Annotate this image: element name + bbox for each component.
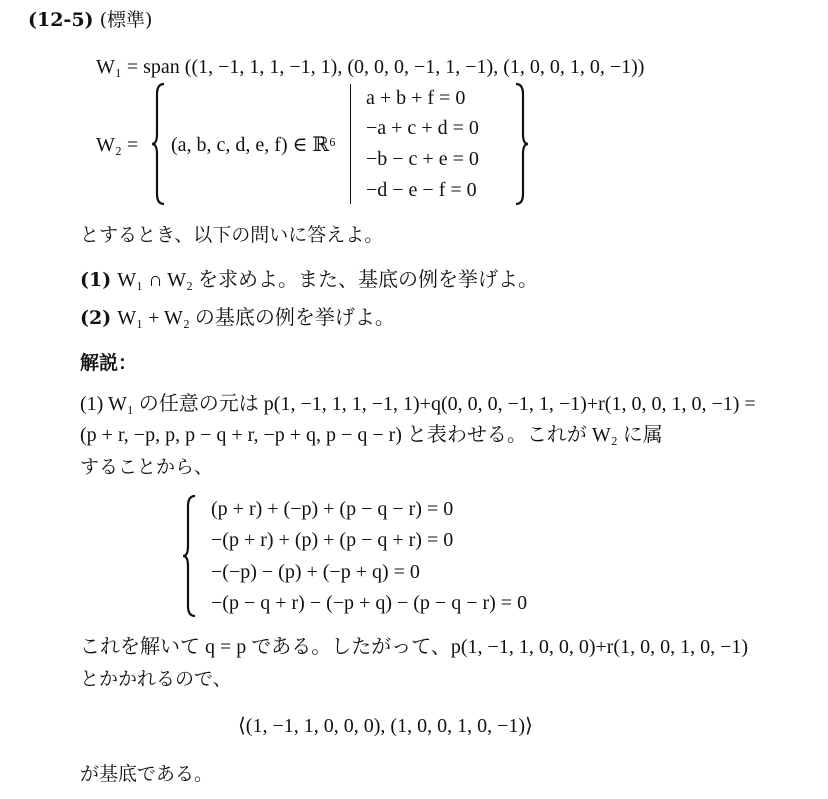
conclusion-text: が基底である。 <box>80 763 214 785</box>
solution-after-line-2: とかかれるので、 <box>80 668 232 690</box>
question-1 <box>80 268 538 292</box>
w2-right-brace <box>512 82 530 206</box>
w1-definition: W₁ = span ((1, −1, 1, 1, −1, 1), (0, 0, 0, −1, 1, −1), (1, 0, 0, 1, 0, −1)) <box>96 56 645 78</box>
solution-line-3: することから、 <box>80 456 214 478</box>
w2-condition-3: −b − c + e = 0 <box>366 148 479 170</box>
solution-after-line-1: これを解いて q = p である。したがって、p(1, −1, 1, 0, 0, 0)+r(1, 0, 0, 1, 0, −1) <box>80 636 749 658</box>
question-2 <box>80 306 395 330</box>
solution-line-2: (p + r, −p, p, p − q + r, −p + q, p − q − r) と表わせる。これが W₂ に属 <box>80 424 663 446</box>
w2-lhs: W₂ = <box>96 134 139 156</box>
w2-set-element: (a, b, c, d, e, f) ∈ ℝ⁶ <box>171 134 337 156</box>
set-builder-bar <box>350 84 351 204</box>
solution-line-1: (1) W₁ の任意の元は p(1, −1, 1, 1, −1, 1)+q(0, 0, 0, −1, 1, −1)+r(1, 0, 0, 1, 0, −1) = <box>80 393 756 415</box>
system-equation-1: (p + r) + (−p) + (p − q − r) = 0 <box>211 498 454 520</box>
intro-text: とするとき、以下の問いに答えよ。 <box>80 224 384 246</box>
w2-condition-4: −d − e − f = 0 <box>366 179 477 201</box>
system-equation-4: −(p − q + r) − (−p + q) − (p − q − r) = 0 <box>211 592 528 614</box>
w2-condition-1: a + b + f = 0 <box>366 87 466 109</box>
question-1-text: W₁ ∩ W₂ を求めよ。また、基底の例を挙げよ。 <box>117 269 539 291</box>
solution-heading: 解説： <box>80 352 138 374</box>
system-equation-3: −(−p) − (p) + (−p + q) = 0 <box>211 561 420 583</box>
problem-header <box>28 8 152 32</box>
question-2-number: (2) <box>80 307 112 329</box>
basis-expression: ⟨(1, −1, 1, 0, 0, 0), (1, 0, 0, 1, 0, −1)⟩ <box>238 715 533 737</box>
w2-condition-2: −a + c + d = 0 <box>366 117 479 139</box>
question-1-number: (1) <box>80 269 112 291</box>
system-equation-2: −(p + r) + (p) + (p − q + r) = 0 <box>211 529 454 551</box>
system-left-brace <box>181 494 199 618</box>
question-2-text: W₁ + W₂ の基底の例を挙げよ。 <box>117 307 395 329</box>
w2-left-brace <box>150 82 168 206</box>
difficulty-label: (標準) <box>99 9 153 31</box>
problem-number: (12-5) <box>28 9 94 31</box>
